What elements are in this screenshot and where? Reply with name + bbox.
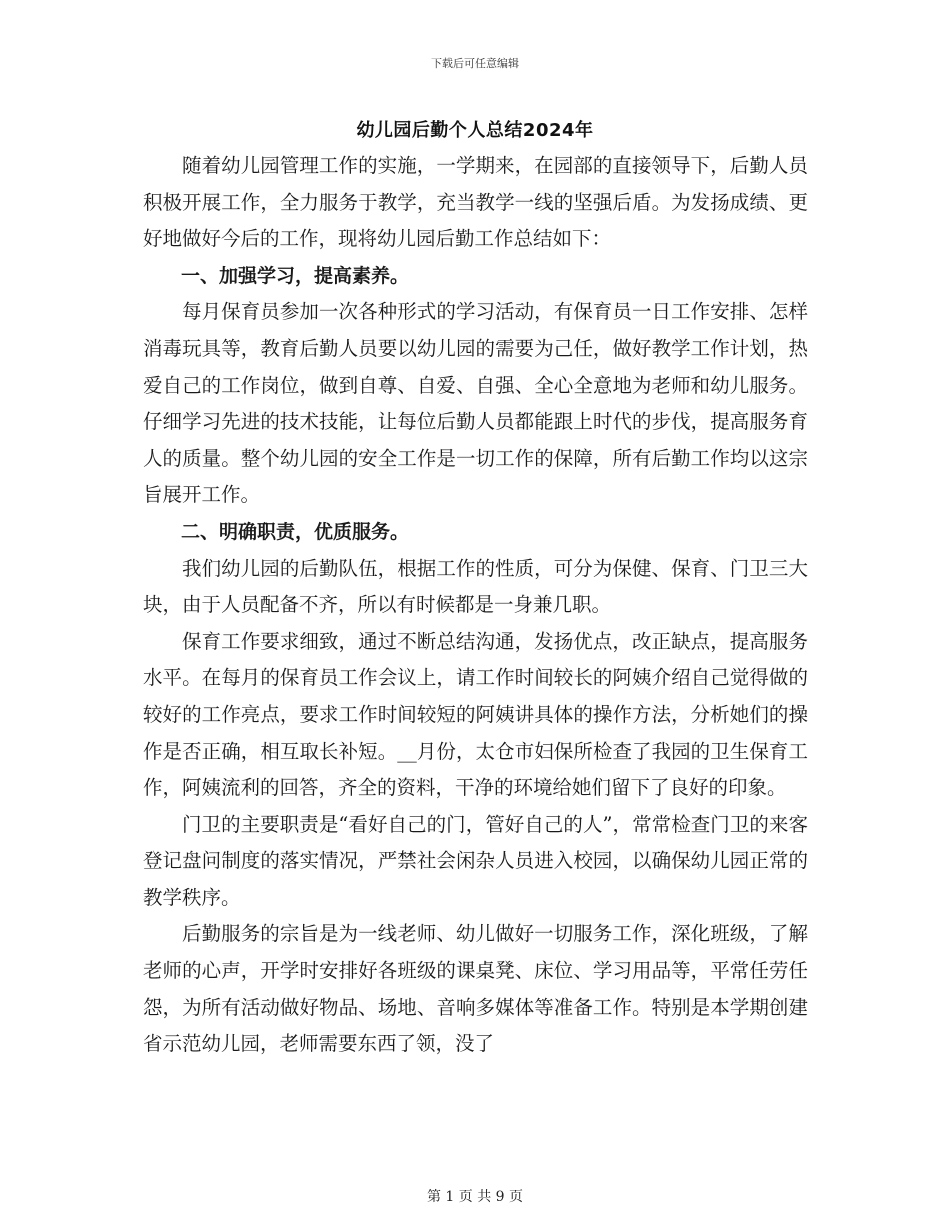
paragraph-intro: 随着幼儿园管理工作的实施，一学期来，在园部的直接领导下，后勤人员积极开展工作，全力服务于教学，充当教学一线的坚强后盾。为发扬成绩、更好地做好今后的工作，现将幼儿园后勤工作总结如下： xyxy=(143,154,808,251)
page-footer: 第 1 页 共 9 页 xyxy=(426,1189,524,1205)
paragraph-care: 保育工作要求细致，通过不断总结沟通，发扬优点，改正缺点，提高服务水平。在每月的保育员工作会议上，请工作时间较长的阿姨介绍自己觉得做的较好的工作亮点，要求工作时间较短的阿姨讲具体的操作方法，分析她们的操作是否正确，相互取长补短。__月份，太仓市妇保所检查了我园的卫生保育工作，阿姨流利的回答，齐全的资料，干净的环境给她们留下了良好的印象。 xyxy=(143,629,808,800)
paragraph-study: 每月保育员参加一次各种形式的学习活动，有保育员一日工作安排、怎样消毒玩具等，教育后勤人员要以幼儿园的需要为己任，做好教学工作计划，热爱自己的工作岗位，做到自尊、自爱、自强、全心全意地为老师和幼儿服务。仔细学习先进的技术技能，让每位后勤人员都能跟上时代的步伐，提高服务育人的质量。整个幼儿园的安全工作是一切工作的保障，所有后勤工作均以这宗旨展开工作。 xyxy=(143,300,808,507)
paragraph-team: 我们幼儿园的后勤队伍，根据工作的性质，可分为保健、保育、门卫三大块，由于人员配备不齐，所以有时候都是一身兼几职。 xyxy=(143,556,808,617)
header-note: 下载后可任意编辑 xyxy=(431,57,519,70)
paragraph-service: 后勤服务的宗旨是为一线老师、幼儿做好一切服务工作，深化班级，了解老师的心声，开学时安排好各班级的课桌凳、床位、学习用品等，平常任劳任怨，为所有活动做好物品、场地、音响多媒体等准备工作。特别是本学期创建省示范幼儿园，老师需要东西了领，没了 xyxy=(143,922,808,1056)
document-title: 幼儿园后勤个人总结2024年 xyxy=(356,120,594,141)
section-heading-2: 二、明确职责，优质服务。 xyxy=(181,520,410,543)
paragraph-guard: 门卫的主要职责是“看好自己的门，管好自己的人”，常常检查门卫的来客登记盘问制度的落实情况，严禁社会闲杂人员进入校园，以确保幼儿园正常的教学秩序。 xyxy=(143,812,808,909)
document-body xyxy=(143,148,808,1063)
section-heading-1: 一、加强学习，提高素养。 xyxy=(181,264,410,287)
